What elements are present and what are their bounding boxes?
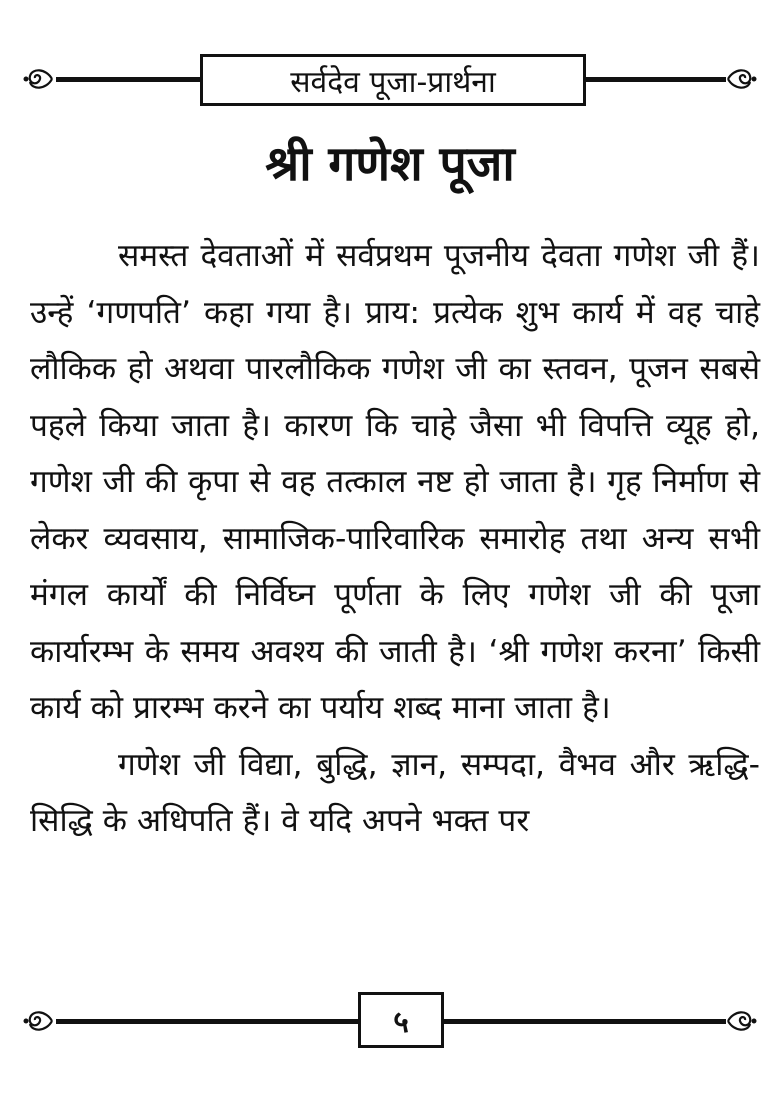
- page-footer: [22, 992, 758, 1052]
- footer-rule-right: [444, 1019, 726, 1024]
- paragraph-2: गणेश जी विद्या, बुद्धि, ज्ञान, सम्पदा, वैभव और ऋद्धि-सिद्धि के अधिपति हैं। वे यदि अपने भक्त पर: [30, 746, 760, 839]
- footer-rule-left: [56, 1019, 360, 1024]
- running-header: [22, 52, 758, 112]
- running-title: सर्वदेव पूजा-प्रार्थना: [200, 54, 586, 106]
- scroll-ornament-icon: [724, 62, 758, 96]
- header-rule-right: [586, 77, 726, 82]
- header-rule-left: [56, 77, 202, 82]
- scroll-ornament-icon: [22, 62, 56, 96]
- scroll-ornament-icon: [22, 1004, 56, 1038]
- page-title: श्री गणेश पूजा: [265, 136, 515, 192]
- page-number: ५: [358, 992, 444, 1048]
- paragraph-1: समस्त देवताओं में सर्वप्रथम पूजनीय देवता गणेश जी हैं। उन्हें ‘गणपति’ कहा गया है। प्राय: प्रत्येक शुभ कार्य में वह चाहे लौकिक हो अथवा पारलौकिक गणेश जी का स्तवन, पूजन सबसे पहले किया जाता है। कारण कि चाहे जैसा भी विपत्ति व्यूह हो, गणेश जी की कृपा से वह तत्काल नष्ट हो जाता है। गृह निर्माण से लेकर व्यवसाय, सामाजिक-पारिवारिक समारोह तथा अन्य सभी मंगल कार्यों की निर्विघ्न पूर्णता के लिए गणेश जी की पूजा कार्यारम्भ के समय अवश्य की जाती है। ‘श्री गणेश करना’ किसी कार्य को प्रारम्भ करने का पर्याय शब्द माना जाता है।: [30, 238, 760, 726]
- scroll-ornament-icon: [724, 1004, 758, 1038]
- body-text: [30, 228, 760, 850]
